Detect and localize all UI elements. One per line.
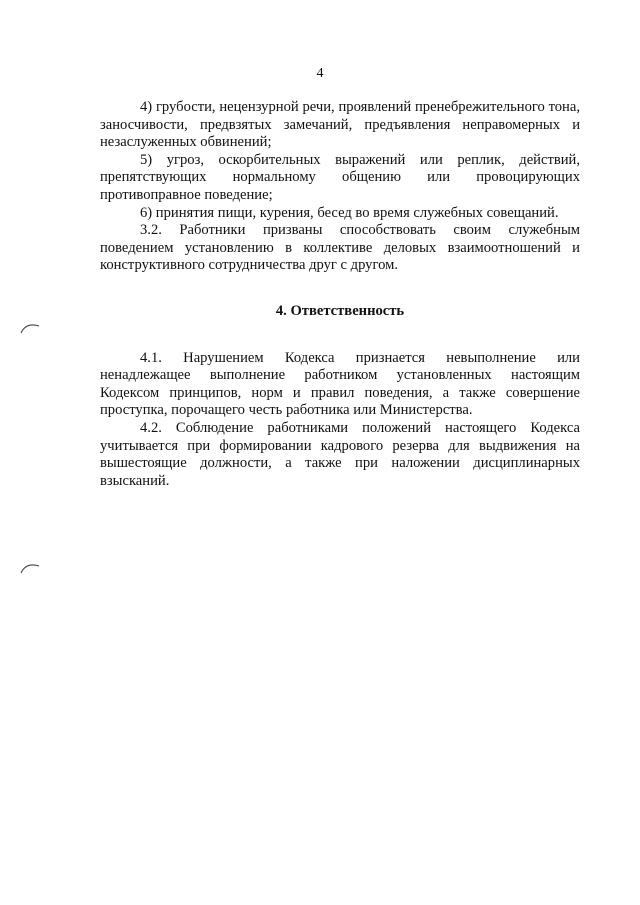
section-heading: 4. Ответственность [275,302,405,319]
punch-hole-mark-icon [20,320,40,334]
clause-3-2: 3.2. Работники призваны способствовать своим служебным поведением установлению в коллективе деловых взаимоотношений и конструктивного сотрудничества друг с другом. [100,222,580,274]
page-number: 4 [316,66,324,81]
list-item-5: 5) угроз, оскорбительных выражений или реплик, действий, препятствующих нормальному общению или провоцирующих противоправное поведение; [100,151,580,203]
list-item-4: 4) грубости, нецензурной речи, проявлений пренебрежительного тона, заносчивости, предвзятых замечаний, предъявления неправомерных и незаслуженных обвинений; [100,99,580,151]
list-item-6: 6) принятия пищи, курения, бесед во время служебных совещаний. [140,204,559,221]
clause-4-1: 4.1. Нарушением Кодекса признается невыполнение или ненадлежащее выполнение работником установленных настоящим Кодексом принципов, норм и правил поведения, а также совершение проступка, порочащего честь работника или Министерства. [100,349,580,419]
document-body [100,99,580,490]
punch-hole-mark-icon [20,560,40,574]
clause-4-2: 4.2. Соблюдение работниками положений настоящего Кодекса учитывается при формировании кадрового резерва для выдвижения на вышестоящие должности, а также при наложении дисциплинарных взысканий. [100,419,580,489]
